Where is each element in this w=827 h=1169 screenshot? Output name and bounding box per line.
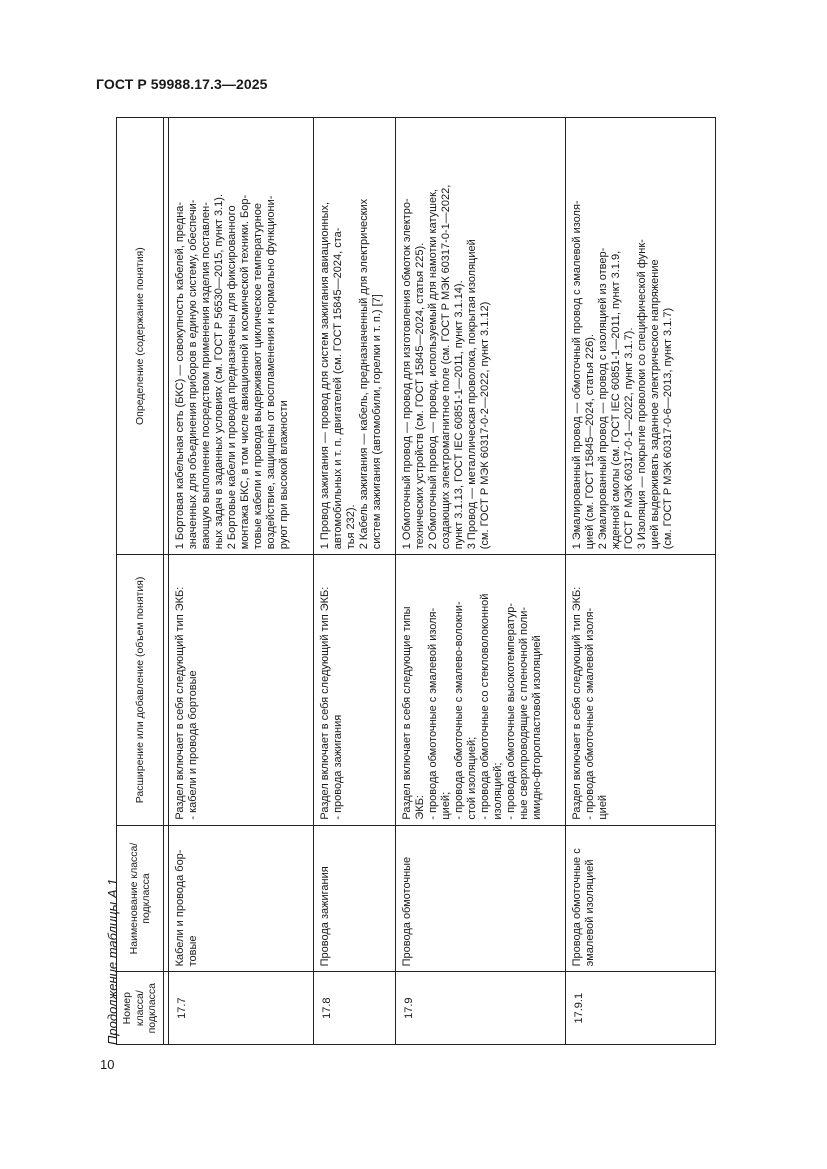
cell-line: ГОСТ Р МЭК 60317-0-1—2022, пункт 3.1.7). <box>623 327 635 550</box>
cell-line: цией (см. ГОСТ 15845—2024, статья 226). <box>584 334 596 550</box>
cell-line: эмалевой изоляцией <box>584 859 596 967</box>
class-name <box>566 825 716 972</box>
cell-line: цией <box>597 794 609 820</box>
cell-line: - провода обмоточные со стекловолоконной <box>479 593 491 820</box>
cell-line: технических устройств (см. ГОСТ 15845—2024, статья 225). <box>414 242 426 550</box>
column-header-text: Определение (содержание понятия) <box>133 247 146 425</box>
cell-line: цией; <box>440 791 452 820</box>
cell-line: значенных для объединения приборов в единую систему, обеспечи- <box>187 199 199 550</box>
table-row <box>169 118 314 1045</box>
class-definition <box>314 118 396 555</box>
class-extension <box>314 555 396 825</box>
cell-line: тья 232). <box>345 504 357 550</box>
class-number: 17.7 <box>169 972 314 1045</box>
cell-line: стой изоляцией; <box>466 736 478 820</box>
cell-line: воздействие, защищены от воспламенения и нормально функциони- <box>265 195 277 550</box>
cell-line: Провода обмоточные с <box>571 848 583 967</box>
cell-line: ных задач в заданных условиях (см. ГОСТ Р 56530—2015, пункт 3.1). <box>213 194 225 550</box>
cell-line: - провода зажигания <box>332 714 344 820</box>
cell-line: товые <box>187 935 199 967</box>
cell-line: - провода обмоточные высокотемператур- <box>505 602 517 820</box>
class-name <box>396 825 566 972</box>
cell-line: 1 Обмоточный провод — провод для изготовления обмоток электро- <box>401 198 413 550</box>
cell-line: (см. ГОСТ Р МЭК 60317-0-2—2022, пункт 3.1.12) <box>479 301 491 550</box>
cell-line: систем зажигания (автомобили, горелки и т. п.) [7] <box>371 294 383 550</box>
class-definition <box>396 118 566 555</box>
cell-line: ные сверхпроводящие с пленочной поли- <box>518 606 530 820</box>
cell-line: изоляцией; <box>492 762 504 820</box>
class-extension <box>169 555 314 825</box>
column-header-text: Наименование класса/ <box>127 842 140 955</box>
cell-line: 1 Бортовая кабельная сеть (БКС) — совокупность кабелей, предна- <box>174 201 186 550</box>
cell-line: 2 Бортовые кабели и провода предназначены для фиксированного <box>226 205 238 550</box>
column-header-name <box>117 825 164 972</box>
cell-line: Раздел включает в себя следующие типы <box>401 606 413 820</box>
class-definition <box>566 118 716 555</box>
cell-line: вающую выполнение посредством применения изделия поставлен- <box>200 202 212 550</box>
cell-line: монтажа БКС, в том числе авиационной и космической техники. Бор- <box>239 194 251 550</box>
cell-line: 3 Изоляция — покрытие проволоки со специфической функ- <box>636 239 648 550</box>
cell-line: - кабели и провода бортовые <box>187 670 199 820</box>
cell-line: руют при высокой влажности <box>278 400 290 550</box>
document-header: ГОСТ Р 59988.17.3—2025 <box>96 76 268 92</box>
cell-line: создающих электромагнитное поле (см. ГОСТ Р МЭК 60317-0-1—2022, <box>440 184 452 550</box>
cell-line: Кабели и провода бор- <box>174 849 186 967</box>
class-number: 17.9 <box>396 972 566 1045</box>
cell-line: Раздел включает в себя следующий тип ЭКБ: <box>571 586 583 820</box>
cell-line: 1 Эмалированный провод — обмоточный провод с эмалевой изоля- <box>571 200 583 550</box>
cell-line: Провода обмоточные <box>401 856 413 967</box>
table-row <box>396 118 566 1045</box>
cell-line: 2 Обмоточный провод — провод, используемый для намотки катушек, <box>427 189 439 550</box>
cell-line: 1 Провод зажигания — провод для систем зажигания авиационных, <box>319 201 331 550</box>
column-header-text: Расширение или добавление (объем понятия) <box>133 576 146 804</box>
column-header-text: подкласса <box>140 873 152 924</box>
class-name <box>169 825 314 972</box>
cell-line: (см. ГОСТ Р МЭК 60317-0-6—2013, пункт 3.1.7) <box>662 307 674 550</box>
class-number: 17.9.1 <box>566 972 716 1045</box>
cell-line: - провода обмоточные с эмалево-волокни- <box>453 601 465 820</box>
class-number: 17.8 <box>314 972 396 1045</box>
cell-line: жденной смолы (см. ГОСТ IEC 60851-1—2011, пункт 3.1.9, <box>610 250 622 550</box>
cell-line: товые кабели и провода выдерживают циклическое температурное <box>252 202 264 550</box>
column-header-number <box>117 972 164 1045</box>
column-header-definition <box>117 118 164 555</box>
cell-line: Раздел включает в себя следующий тип ЭКБ: <box>174 586 186 820</box>
cell-line: Провода зажигания <box>319 866 331 967</box>
column-header-text: Номер <box>121 992 134 1025</box>
cell-line: 2 Кабель зажигания — кабель, предназначенный для электрических <box>358 198 370 550</box>
table-row <box>314 118 396 1045</box>
classification-table <box>116 117 716 1045</box>
cell-line: пункт 3.1.13, ГОСТ IEC 60851-1—2011, пункт 3.1.14). <box>453 280 465 550</box>
class-definition <box>169 118 314 555</box>
cell-line: ЭКБ: <box>414 795 426 820</box>
class-name <box>314 825 396 972</box>
table-row <box>566 118 716 1045</box>
class-extension <box>396 555 566 825</box>
cell-line: автомобильных и т. п. двигателей (см. ГОСТ 15845—2024, ста- <box>332 227 344 550</box>
table-header-row <box>117 118 164 1045</box>
cell-line: имидно-фторопластовой изоляцией <box>531 635 543 820</box>
column-header-extension <box>117 555 164 825</box>
column-header-text: подкласса <box>146 982 159 1034</box>
rotated-table-container <box>116 117 716 1045</box>
column-header-text: класса/ <box>133 990 146 1027</box>
class-extension <box>566 555 716 825</box>
cell-line: цией выдерживать заданное электрическое напряжение <box>649 259 661 550</box>
cell-line: 3 Провод — металлическая проволока, покрытая изоляцией <box>466 239 478 550</box>
cell-line: 2 Эмалированный провод — провод с изоляцией из отвер- <box>597 247 609 550</box>
cell-line: Раздел включает в себя следующий тип ЭКБ: <box>319 586 331 820</box>
page-number: 10 <box>100 1057 115 1072</box>
cell-line: - провода обмоточные с эмалевой изоля- <box>427 607 439 820</box>
cell-line: - провода обмоточные с эмалевой изоля- <box>584 607 596 820</box>
table-continuation-label: Продолжение таблицы А.1 <box>105 878 120 1045</box>
